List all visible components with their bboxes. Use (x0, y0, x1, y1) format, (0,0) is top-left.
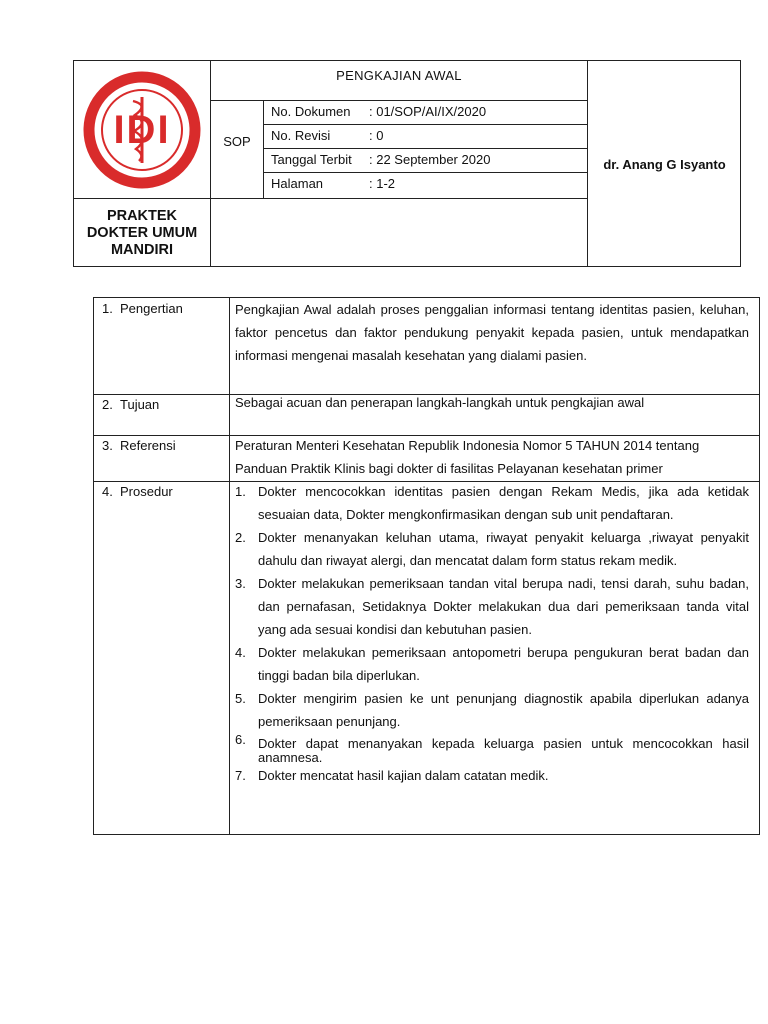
sop-label: SOP (211, 101, 264, 199)
clinic-name-line: MANDIRI (110, 241, 173, 258)
field-key: Halaman (271, 176, 324, 191)
list-item: 5. Dokter mengirim pasien ke unt penunjang diagnostik apabila diperlukan adanya pemeriksaan penunjang. (235, 691, 749, 729)
list-item: 6. Dokter dapat menanyakan kepada keluarga pasien untuk mencocokkan hasil anamnesa. (235, 732, 749, 765)
logo-text: IDI (113, 107, 171, 152)
section-text: Sebagai acuan dan penerapan langkah-langkah untuk pengkajian awal (235, 395, 645, 410)
section-text: Peraturan Menteri Kesehatan Republik Indonesia Nomor 5 TAHUN 2014 tentang Panduan Praktik Klinis bagi dokter di fasilitas Pelayanan kesehatan primer (235, 438, 700, 476)
field-key: Tanggal Terbit (271, 152, 352, 167)
section-label: 1. Pengertian (94, 298, 230, 394)
field-document-number (264, 101, 587, 125)
section-label: 3. Referensi (94, 435, 230, 481)
list-item: 7. Dokter mencatat hasil kajian dalam catatan medik. (235, 768, 549, 783)
list-item: 4. Dokter melakukan pemeriksaan antopometri berupa pengukuran berat badan dan tinggi badan bila diperlukan. (235, 645, 749, 683)
clinic-name (74, 199, 211, 267)
field-value: : 0 (369, 128, 384, 143)
field-issue-date (264, 149, 587, 173)
steps-list (235, 480, 749, 783)
table-row-referensi (94, 435, 759, 482)
list-item: 2. Dokter menanyakan keluhan utama, riwayat penyakit keluarga ,riwayat penyakit dahulu dan riwayat alergi, dan mencatat dalam form status rekam medik. (235, 530, 749, 568)
table-row-prosedur (94, 481, 759, 834)
field-key: No. Revisi (271, 128, 331, 143)
idi-logo (83, 71, 201, 189)
field-key: No. Dokumen (271, 104, 351, 119)
sop-table (93, 297, 760, 835)
signatory-name: dr. Anang G Isyanto (587, 61, 741, 267)
blank-cell (211, 199, 587, 267)
section-label: 4. Prosedur (94, 481, 230, 834)
section-label: 2. Tujuan (94, 394, 230, 435)
table-row-tujuan (94, 394, 759, 436)
field-revision (264, 125, 587, 149)
field-page (264, 173, 587, 199)
list-item: 3. Dokter melakukan pemeriksaan tandan vital berupa nadi, tensi darah, suhu badan, dan pernafasan, Setidaknya Dokter melakukan dua dari pemeriksaan tanda vital yang ada sesuai kondisi dan kebutuhan pasien. (235, 576, 749, 637)
field-value: : 01/SOP/AI/IX/2020 (369, 104, 487, 119)
field-value: : 22 September 2020 (369, 152, 491, 167)
clinic-name-line: PRAKTEK (106, 207, 178, 224)
section-text: Pengkajian Awal adalah proses penggalian informasi tentang identitas pasien, keluhan, faktor pencetus dan faktor pendukung penyakit kepada pasien, untuk mendapatkan informasi mengenai masalah kesehatan yang dialami pasien. (235, 302, 749, 363)
document-title: PENGKAJIAN AWAL (211, 61, 587, 101)
logo-cell (74, 61, 211, 199)
field-value: : 1-2 (369, 176, 396, 191)
document-header (73, 60, 741, 267)
clinic-name-line: DOKTER UMUM (86, 224, 198, 241)
procedure-steps (230, 480, 759, 783)
table-row-pengertian (94, 298, 759, 395)
list-item: 1. Dokter mencocokkan identitas pasien dengan Rekam Medis, jika ada ketidak sesuaian data, Dokter mengkonfirmasikan dengan sub unit pendaftaran. (235, 484, 749, 522)
